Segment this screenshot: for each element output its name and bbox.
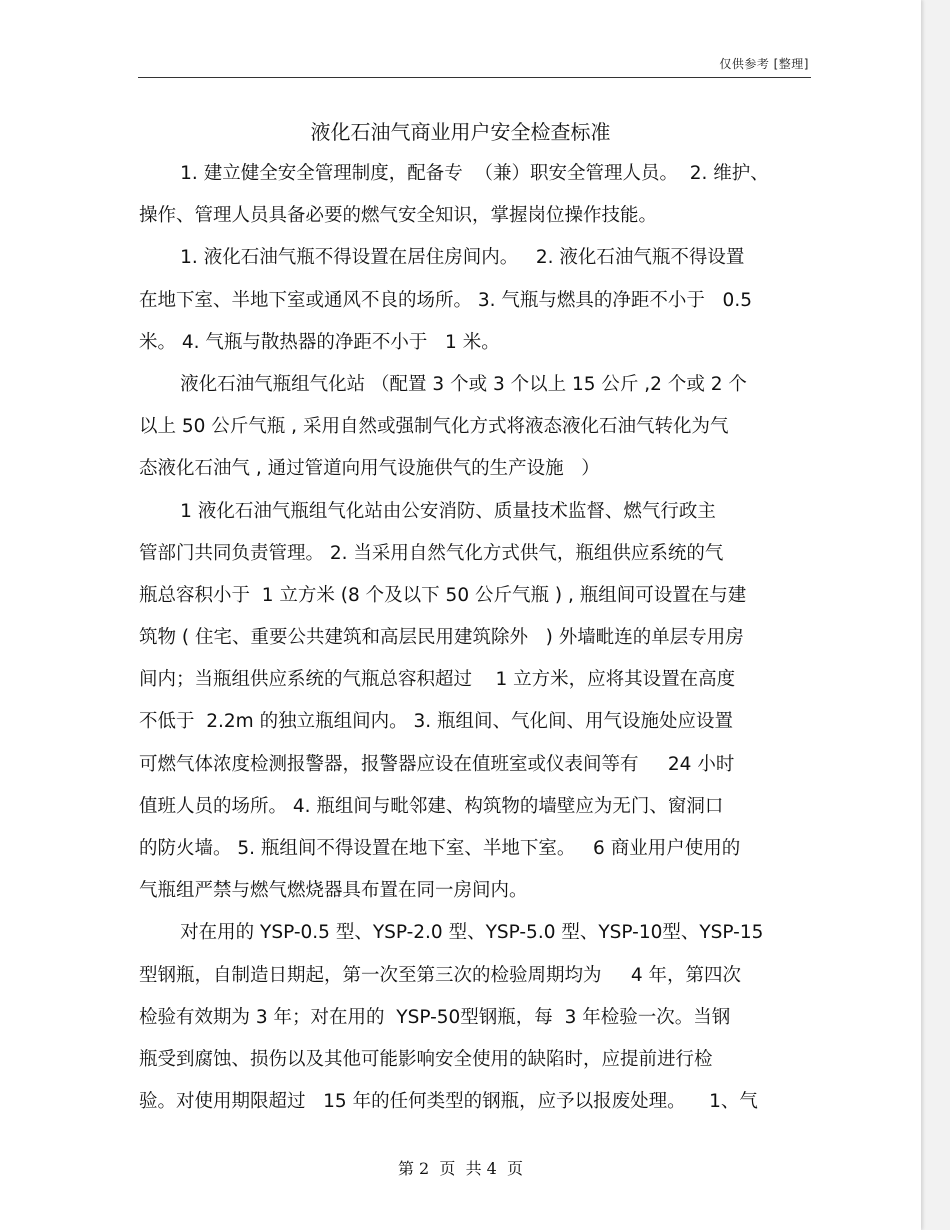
body-line: 瓶总容积小于 1 立方米 (8 个及以下 50 公斤气瓶 ) , 瓶组间可设置在与建 (139, 584, 747, 606)
body-line: 态液化石油气 , 通过管道向用气设施供气的生产设施 ） (139, 458, 600, 480)
body-line: 不低于 2.2m 的独立瓶组间内。 3. 瓶组间、气化间、用气设施处应设置 (139, 711, 733, 733)
document-body (139, 153, 829, 1123)
header-divider (138, 77, 811, 78)
body-line: 值班人员的场所。 4. 瓶组间与毗邻建、构筑物的墙壁应为无门、窗洞口 (139, 795, 724, 817)
body-line: 型钢瓶，自制造日期起，第一次至第三次的检验周期均为 4 年，第四次 (139, 964, 742, 986)
page-number-footer (0, 1156, 921, 1179)
body-line: 可燃气体浓度检测报警器，报警器应设在值班室或仪表间等有 24 小时 (139, 753, 735, 775)
body-line: 的防火墙。 5. 瓶组间不得设置在地下室、半地下室。 6 商业用户使用的 (139, 838, 741, 859)
body-line: 检验有效期为 3 年；对在用的 YSP-50型钢瓶，每 3 年检验一次。当钢 (139, 1006, 731, 1028)
body-line: 米。 4. 气瓶与散热器的净距不小于 1 米。 (139, 331, 500, 353)
body-line: 1. 液化石油气瓶不得设置在居住房间内。 2. 液化石油气瓶不得设置 (139, 247, 745, 269)
body-line: 在地下室、半地下室或通风不良的场所。 3. 气瓶与燃具的净距不小于 0.5 (139, 289, 752, 311)
body-line: 以上 50 公斤气瓶 , 采用自然或强制气化方式将液态液化石油气转化为气 (139, 416, 729, 438)
body-line: 间内；当瓶组供应系统的气瓶总容积超过 1 立方米，应将其设置在高度 (139, 669, 736, 691)
body-line: 气瓶组严禁与燃气燃烧器具布置在同一房间内。 (139, 880, 528, 902)
page-number-label: 第 2 页 共 4 页 (397, 1159, 524, 1178)
body-line: 筑物 ( 住宅、重要公共建筑和高层民用建筑除外 ) 外墙毗连的单层专用房 (139, 627, 744, 649)
document-title: 液化石油气商业用户安全检查标准 (310, 120, 611, 144)
body-line: 验。对使用期限超过 15 年的任何类型的钢瓶，应予以报废处理。 1、气 (139, 1091, 758, 1113)
body-line: 管部门共同负责管理。 2. 当采用自然气化方式供气，瓶组供应系统的气 (139, 542, 724, 564)
body-line: 1 液化石油气瓶组气化站由公安消防、质量技术监督、燃气行政主 (139, 500, 716, 522)
header-note: 仅供参考 [整理] (719, 57, 809, 71)
body-line: 操作、管理人员具备必要的燃气安全知识，掌握岗位操作技能。 (139, 205, 658, 227)
body-line: 对在用的 YSP-0.5 型、YSP-2.0 型、YSP-5.0 型、YSP-10型、YSP-15 (139, 922, 764, 944)
body-line: 1. 建立健全安全管理制度，配备专 （兼）职安全管理人员。 2. 维护、 (139, 163, 769, 184)
body-line: 瓶受到腐蚀、损伤以及其他可能影响安全使用的缺陷时，应提前进行检 (139, 1048, 713, 1070)
body-line: 液化石油气瓶组气化站 （配置 3 个或 3 个以上 15 公斤 ,2 个或 2 个 (139, 373, 747, 395)
